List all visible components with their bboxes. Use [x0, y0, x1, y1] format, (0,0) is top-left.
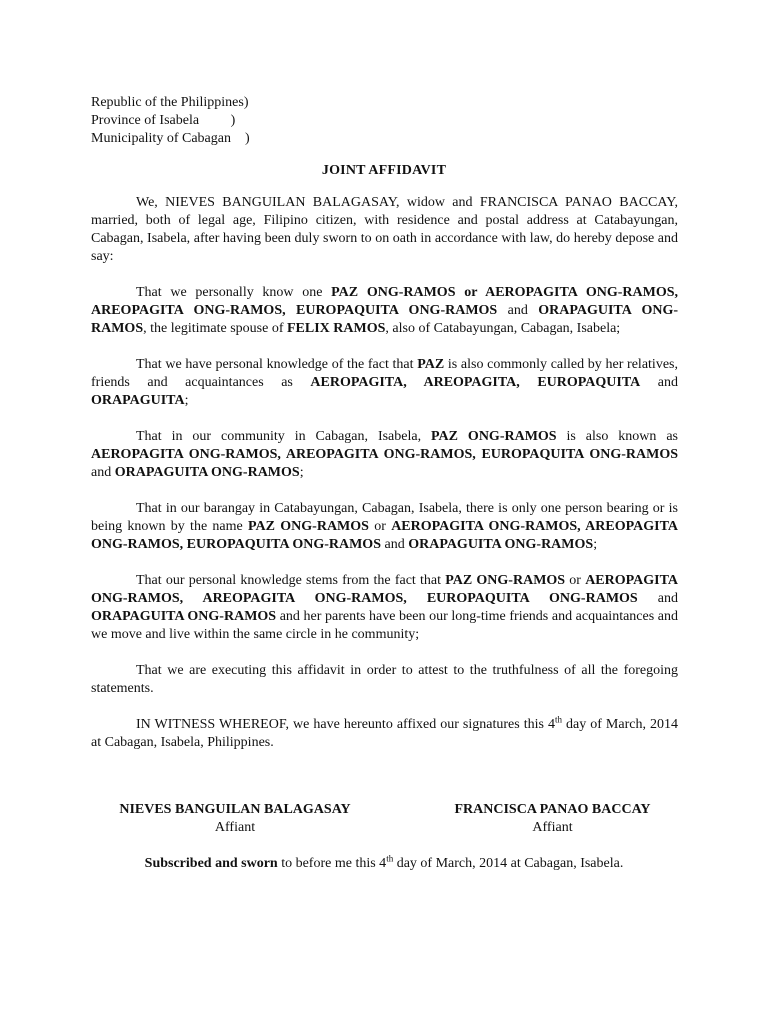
jurat-bold: Subscribed and sworn [144, 856, 278, 871]
text-span: or [368, 519, 392, 534]
text-span: ; [593, 537, 598, 552]
bold-names: PAZ ONG-RAMOS or AEROPAGITA ONG-RAMOS, AREOPAGITA ONG-RAMOS, EUROPAQUITA ONG-RAMOS [91, 285, 678, 318]
text-span: is also known as [556, 429, 678, 444]
text-span: or [565, 573, 586, 588]
signatory-role: Affiant [214, 820, 256, 835]
venue-block [91, 94, 250, 148]
bold-names: PAZ ONG-RAMOS [248, 519, 369, 534]
text-span: and [637, 591, 679, 606]
bold-names: PAZ ONG-RAMOS [445, 573, 566, 588]
paragraph-community [91, 428, 678, 482]
ordinal-suffix: th [386, 853, 394, 864]
bold-names: ORAPAGUITA [91, 393, 185, 408]
paragraph-knowledge-source [91, 572, 678, 644]
signatory-name: FRANCISCA PANAO BACCAY [454, 802, 651, 817]
document-title: JOINT AFFIDAVIT [321, 163, 447, 178]
text-span: ; [299, 465, 304, 480]
signatory-left [100, 801, 370, 837]
text-span: and [497, 303, 539, 318]
bold-names: ORAPAGUITA ONG-RAMOS [91, 609, 277, 624]
paragraph-personal-knowledge [91, 284, 678, 338]
paragraph-witness-whereof [91, 716, 678, 752]
signatory-name: NIEVES BANGUILAN BALAGASAY [119, 802, 351, 817]
text-span: is also commonly called by her relatives, friends and acquaintances as [91, 357, 678, 390]
bold-names: AEROPAGITA ONG-RAMOS, AREOPAGITA ONG-RAMOS, EUROPAQUITA ONG-RAMOS [91, 519, 679, 552]
text-span: , the legitimate spouse of [143, 321, 287, 336]
text-span: to before me this 4 [277, 856, 387, 871]
affidavit-body [91, 194, 678, 770]
text-span: day of March, 2014 at Cabagan, Isabela, Philippines. [91, 717, 678, 750]
ordinal-suffix: th [554, 714, 562, 725]
jurat-line [0, 855, 768, 873]
paragraph-introduction: We, NIEVES BANGUILAN BALAGASAY, widow and FRANCISCA PANAO BACCAY, married, both of legal age, Filipino citizen, with residence and postal address at Catabayungan, Cabagan, Isabela, after having been duly sworn to on oath in accordance with law, do hereby depose and say: [91, 195, 678, 264]
text-span: That in our barangay in Catabayungan, Cabagan, Isabela, there is only one person bearing or is being known by the name [91, 501, 678, 534]
text-span: That we personally know one [136, 285, 332, 300]
text-span: and [91, 465, 115, 480]
text-span: IN WITNESS WHEREOF, we have hereunto affixed our signatures this 4 [136, 717, 555, 732]
bold-names: PAZ [417, 357, 445, 372]
signatory-role: Affiant [532, 820, 573, 835]
bold-names: FELIX RAMOS [286, 321, 386, 336]
paragraph-commonly-called [91, 356, 678, 410]
venue-province: Province of Isabela ) [91, 113, 236, 128]
venue-republic: Republic of the Philippines) [91, 95, 249, 110]
bold-names: AEROPAGITA ONG-RAMOS, AREOPAGITA ONG-RAMOS, EUROPAQUITA ONG-RAMOS [91, 447, 678, 462]
text-span: ; [184, 393, 189, 408]
bold-names: ORAPAGUITA ONG-RAMOS [408, 537, 594, 552]
bold-names: AEROPAGITA, AREOPAGITA, EUROPAQUITA [310, 375, 641, 390]
bold-names: ORAPAGUITA ONG-RAMOS [91, 303, 679, 336]
paragraph-barangay [91, 500, 678, 554]
paragraph-purpose: That we are executing this affidavit in order to attest to the truthfulness of all the foregoing statements. [91, 663, 678, 696]
signature-block [0, 801, 768, 841]
bold-names: ORAPAGUITA ONG-RAMOS [114, 465, 300, 480]
text-span: That our personal knowledge stems from the fact that [136, 573, 446, 588]
text-span: , also of Catabayungan, Cabagan, Isabela; [385, 321, 621, 336]
signatory-right [420, 801, 685, 837]
text-span: and [380, 537, 409, 552]
bold-names: PAZ ONG-RAMOS [431, 429, 557, 444]
venue-municipality: Municipality of Cabagan ) [91, 131, 250, 146]
text-span: and her parents have been our long-time friends and acquaintances and we move and live within the same circle in he community; [91, 609, 678, 642]
text-span: and [640, 375, 678, 390]
text-span: day of March, 2014 at Cabagan, Isabela. [393, 856, 624, 871]
bold-names: AEROPAGITA ONG-RAMOS, AREOPAGITA ONG-RAMOS, EUROPAQUITA ONG-RAMOS [91, 573, 679, 606]
text-span: That in our community in Cabagan, Isabela, [136, 429, 432, 444]
text-span: That we have personal knowledge of the fact that [136, 357, 418, 372]
